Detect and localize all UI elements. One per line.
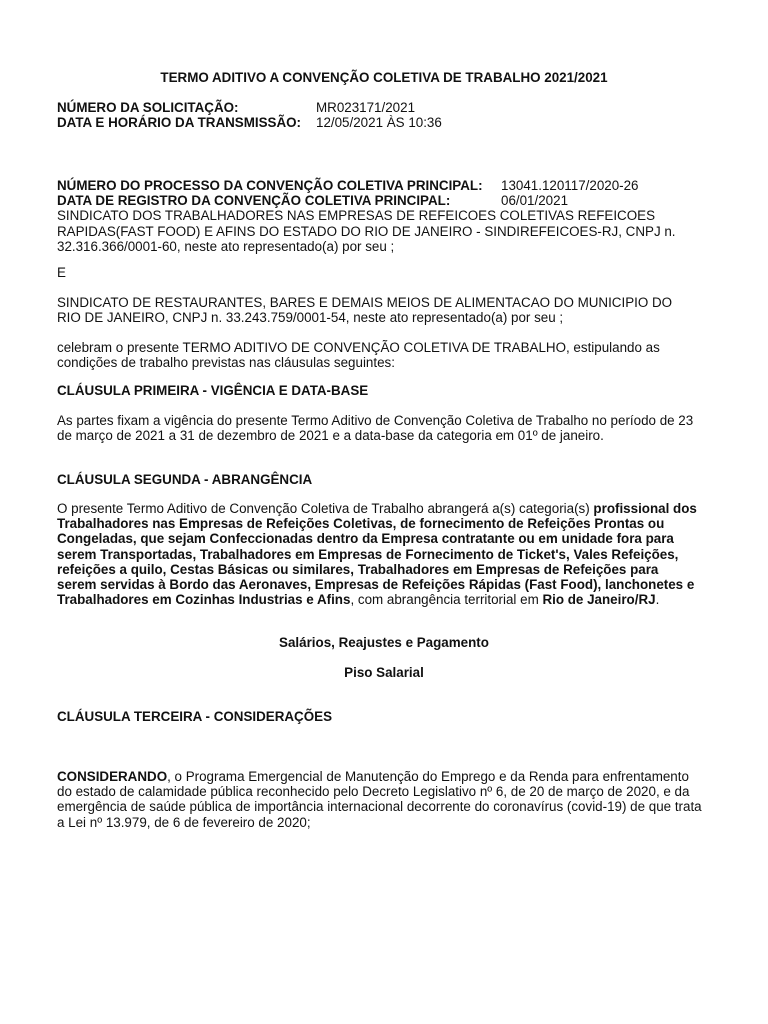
celebram-line: condições de trabalho previstas nas cláusulas seguintes:	[57, 355, 395, 371]
transmissao-value: 12/05/2021 ÀS 10:36	[316, 115, 442, 131]
section-piso: Piso Salarial	[344, 665, 424, 680]
clausula2-territory: Rio de Janeiro/RJ	[542, 592, 656, 608]
clausula1-body	[57, 413, 711, 443]
party2-line: RIO DE JANEIRO, CNPJ n. 33.243.759/0001-54, neste ato representado(a) por seu ;	[57, 310, 564, 326]
registro-label: DATA DE REGISTRO DA CONVENÇÃO COLETIVA PRINCIPAL:	[57, 193, 451, 209]
considerando-text: , o Programa Emergencial de Manutenção do Emprego e da Renda para enfrentamento	[167, 769, 689, 784]
processo-label: NÚMERO DO PROCESSO DA CONVENÇÃO COLETIVA PRINCIPAL:	[57, 178, 483, 193]
clausula3-line: do estado de calamidade pública reconhecido pelo Decreto Legislativo nº 6, de 20 de março de 2020, e da	[57, 784, 690, 800]
clausula2-line: serem Transportadas, Trabalhadores em Empresas de Fornecimento de Ticket's, Vales Refeições,	[57, 546, 679, 562]
clausula2-line: refeições a quilo, Cestas Básicas ou similares, Trabalhadores em Empresas de Refeições para	[57, 561, 659, 577]
clausula2-body	[57, 501, 711, 607]
clausula2-line	[57, 501, 711, 516]
process-info	[57, 178, 711, 254]
clausula2-line: Congeladas, que sejam Confeccionadas dentro da Empresa contratante ou em unidade fora para	[57, 531, 674, 547]
clausula1-line: As partes fixam a vigência do presente Termo Aditivo de Convenção Coletiva de Trabalho no período de 23	[57, 413, 694, 428]
clausula3-body	[57, 769, 711, 830]
clausula3-line: a Lei nº 13.979, de 6 de fevereiro de 2020;	[57, 814, 311, 830]
party1-line: 32.316.366/0001-60, neste ato representado(a) por seu ;	[57, 238, 395, 254]
solicitacao-value: MR023171/2021	[316, 100, 416, 115]
clausula2-period: .	[655, 592, 660, 608]
registro-value: 06/01/2021	[501, 193, 569, 209]
party1-line: RAPIDAS(FAST FOOD) E AFINS DO ESTADO DO RIO DE JANEIRO - SINDIREFEICOES-RJ, CNPJ n.	[57, 223, 676, 239]
considerando-keyword: CONSIDERANDO	[57, 769, 168, 784]
conjunction: E	[57, 265, 66, 280]
party2-line: SINDICATO DE RESTAURANTES, BARES E DEMAIS MEIOS DE ALIMENTACAO DO MUNICIPIO DO	[57, 295, 673, 310]
transmissao-label: DATA E HORÁRIO DA TRANSMISSÃO:	[57, 115, 301, 131]
clausula2-heading: CLÁUSULA SEGUNDA - ABRANGÊNCIA	[57, 472, 313, 487]
request-info	[57, 100, 711, 130]
clausula3-line: emergência de saúde pública de importância internacional decorrente do coronavírus (covid-19) de que trata	[57, 799, 702, 815]
solicitacao-row	[57, 100, 711, 115]
celebram-paragraph	[57, 340, 711, 370]
processo-row	[57, 178, 711, 193]
clausula2-line: serem servidas à Bordo das Aeronaves, Empresas de Refeições Rápidas (Fast Food), lanchonetes e	[57, 577, 695, 593]
clausula2-last-bold: Trabalhadores em Cozinhas Industrias e Afins	[57, 592, 351, 608]
clausula2-line	[57, 592, 711, 607]
clausula3-line	[57, 769, 711, 784]
solicitacao-label: NÚMERO DA SOLICITAÇÃO:	[57, 100, 239, 115]
transmissao-row	[57, 115, 711, 130]
clausula3-heading: CLÁUSULA TERCEIRA - CONSIDERAÇÕES	[57, 709, 333, 724]
clausula2-intro: O presente Termo Aditivo de Convenção Coletiva de Trabalho abrangerá a(s) categoria(s)	[57, 501, 594, 516]
party2	[57, 295, 711, 325]
document-title: TERMO ADITIVO A CONVENÇÃO COLETIVA DE TRABALHO 2021/2021	[160, 70, 608, 85]
processo-value: 13041.120117/2020-26	[501, 178, 639, 193]
celebram-line: celebram o presente TERMO ADITIVO DE CONVENÇÃO COLETIVA DE TRABALHO, estipulando as	[57, 340, 660, 355]
clausula2-last-normal: , com abrangência territorial em	[350, 592, 543, 608]
registro-row	[57, 193, 711, 208]
clausula1-heading: CLÁUSULA PRIMEIRA - VIGÊNCIA E DATA-BASE	[57, 383, 369, 398]
clausula2-line: Trabalhadores nas Empresas de Refeições Coletivas, de fornecimento de Refeições Prontas ou	[57, 516, 665, 532]
clausula2-intro-bold: profissional dos	[593, 501, 697, 516]
section-salarios: Salários, Reajustes e Pagamento	[279, 635, 489, 650]
clausula1-line: de março de 2021 a 31 de dezembro de 2021 e a data-base da categoria em 01º de janeiro.	[57, 428, 604, 444]
party1-line: SINDICATO DOS TRABALHADORES NAS EMPRESAS DE REFEICOES COLETIVAS REFEICOES	[57, 208, 655, 224]
